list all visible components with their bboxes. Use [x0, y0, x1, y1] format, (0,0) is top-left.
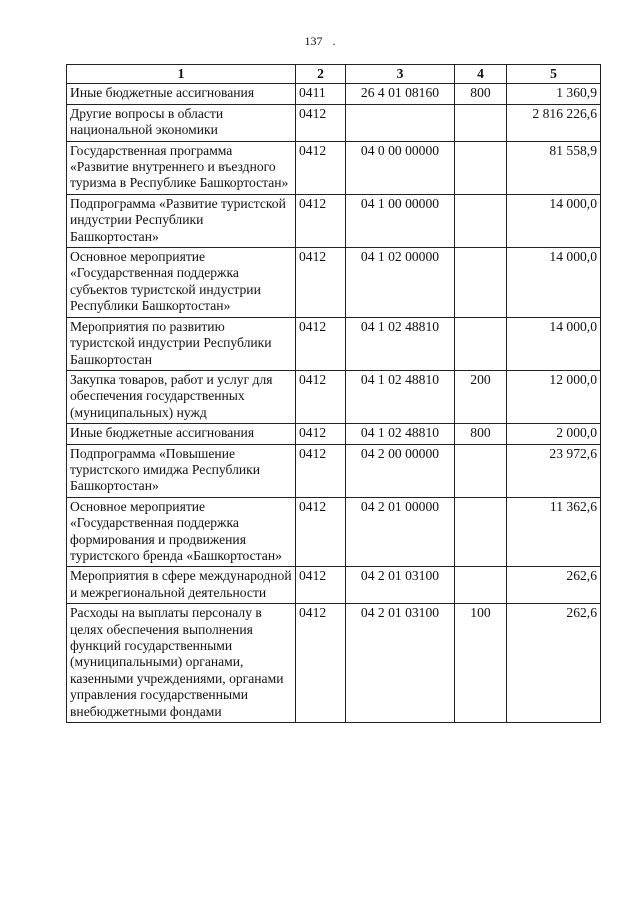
row-section-cell: 0412: [296, 104, 346, 141]
row-name-cell: Подпрограмма «Развитие туристской индустрии Республики Башкортостан»: [67, 194, 296, 247]
table-row: [67, 370, 601, 423]
header-cell-5: 5: [507, 65, 601, 84]
row-name-cell: Иные бюджетные ассигнования: [67, 84, 296, 104]
row-expense-kind-cell: [455, 141, 507, 194]
row-target-code-cell: 04 2 01 03100: [346, 567, 455, 604]
row-amount-cell: 11 362,6: [507, 497, 601, 567]
row-target-code-cell: 04 1 02 48810: [346, 317, 455, 370]
row-name-cell: Государственная программа «Развитие внутреннего и въездного туризма в Республике Башкортостан»: [67, 141, 296, 194]
row-amount-cell: 12 000,0: [507, 370, 601, 423]
row-section-cell: 0412: [296, 141, 346, 194]
header-cell-4: 4: [455, 65, 507, 84]
page-number: [0, 34, 640, 49]
row-target-code-cell: 04 1 00 00000: [346, 194, 455, 247]
row-target-code-cell: 26 4 01 08160: [346, 84, 455, 104]
row-amount-cell: 1 360,9: [507, 84, 601, 104]
row-expense-kind-cell: [455, 567, 507, 604]
header-cell-2: 2: [296, 65, 346, 84]
row-name-cell: Подпрограмма «Повышение туристского имиджа Республики Башкортостан»: [67, 444, 296, 497]
table-row: [67, 424, 601, 444]
row-section-cell: 0412: [296, 604, 346, 723]
table-row: [67, 84, 601, 104]
row-name-cell: Мероприятия в сфере международной и межрегиональной деятельности: [67, 567, 296, 604]
header-cell-1: 1: [67, 65, 296, 84]
row-target-code-cell: 04 2 00 00000: [346, 444, 455, 497]
row-section-cell: 0412: [296, 248, 346, 318]
table-row: [67, 104, 601, 141]
row-name-cell: Иные бюджетные ассигнования: [67, 424, 296, 444]
row-expense-kind-cell: 800: [455, 84, 507, 104]
row-amount-cell: 14 000,0: [507, 248, 601, 318]
row-target-code-cell: 04 1 02 00000: [346, 248, 455, 318]
row-expense-kind-cell: [455, 317, 507, 370]
table-row: [67, 604, 601, 723]
row-target-code-cell: 04 1 02 48810: [346, 424, 455, 444]
page-number-value: 137: [304, 34, 323, 48]
row-expense-kind-cell: [455, 104, 507, 141]
table-row: [67, 497, 601, 567]
row-section-cell: 0412: [296, 567, 346, 604]
row-name-cell: Расходы на выплаты персоналу в целях обеспечения выполнения функций государственными (муниципальными) органами, казенными учреждениями, органами управления государственными внебюджетными фондами: [67, 604, 296, 723]
budget-table: [66, 64, 601, 723]
row-amount-cell: 2 000,0: [507, 424, 601, 444]
row-amount-cell: 23 972,6: [507, 444, 601, 497]
row-name-cell: Мероприятия по развитию туристской индустрии Республики Башкортостан: [67, 317, 296, 370]
row-name-cell: Закупка товаров, работ и услуг для обеспечения государственных (муниципальных) нужд: [67, 370, 296, 423]
row-expense-kind-cell: [455, 248, 507, 318]
row-section-cell: 0412: [296, 370, 346, 423]
row-name-cell: Основное мероприятие «Государственная поддержка субъектов туристской индустрии Республики Башкортостан»: [67, 248, 296, 318]
row-name-cell: Основное мероприятие «Государственная поддержка формирования и продвижения туристского бренда «Башкортостан»: [67, 497, 296, 567]
row-expense-kind-cell: 200: [455, 370, 507, 423]
row-amount-cell: 81 558,9: [507, 141, 601, 194]
row-expense-kind-cell: [455, 194, 507, 247]
row-expense-kind-cell: 100: [455, 604, 507, 723]
table-row: [67, 248, 601, 318]
table-row: [67, 194, 601, 247]
row-section-cell: 0412: [296, 444, 346, 497]
table-row: [67, 444, 601, 497]
row-amount-cell: 262,6: [507, 567, 601, 604]
row-target-code-cell: 04 1 02 48810: [346, 370, 455, 423]
row-amount-cell: 262,6: [507, 604, 601, 723]
row-section-cell: 0412: [296, 424, 346, 444]
table-row: [67, 567, 601, 604]
page-mark: .: [332, 34, 336, 48]
row-target-code-cell: 04 2 01 03100: [346, 604, 455, 723]
row-section-cell: 0412: [296, 497, 346, 567]
header-cell-3: 3: [346, 65, 455, 84]
row-expense-kind-cell: 800: [455, 424, 507, 444]
row-name-cell: Другие вопросы в области национальной экономики: [67, 104, 296, 141]
row-expense-kind-cell: [455, 497, 507, 567]
row-amount-cell: 14 000,0: [507, 194, 601, 247]
row-target-code-cell: 04 2 01 00000: [346, 497, 455, 567]
row-section-cell: 0411: [296, 84, 346, 104]
table-row: [67, 141, 601, 194]
row-expense-kind-cell: [455, 444, 507, 497]
row-section-cell: 0412: [296, 194, 346, 247]
row-amount-cell: 14 000,0: [507, 317, 601, 370]
row-amount-cell: 2 816 226,6: [507, 104, 601, 141]
table-row: [67, 317, 601, 370]
row-section-cell: 0412: [296, 317, 346, 370]
row-target-code-cell: 04 0 00 00000: [346, 141, 455, 194]
row-target-code-cell: [346, 104, 455, 141]
header-row: [67, 65, 601, 84]
table-body: [67, 84, 601, 723]
